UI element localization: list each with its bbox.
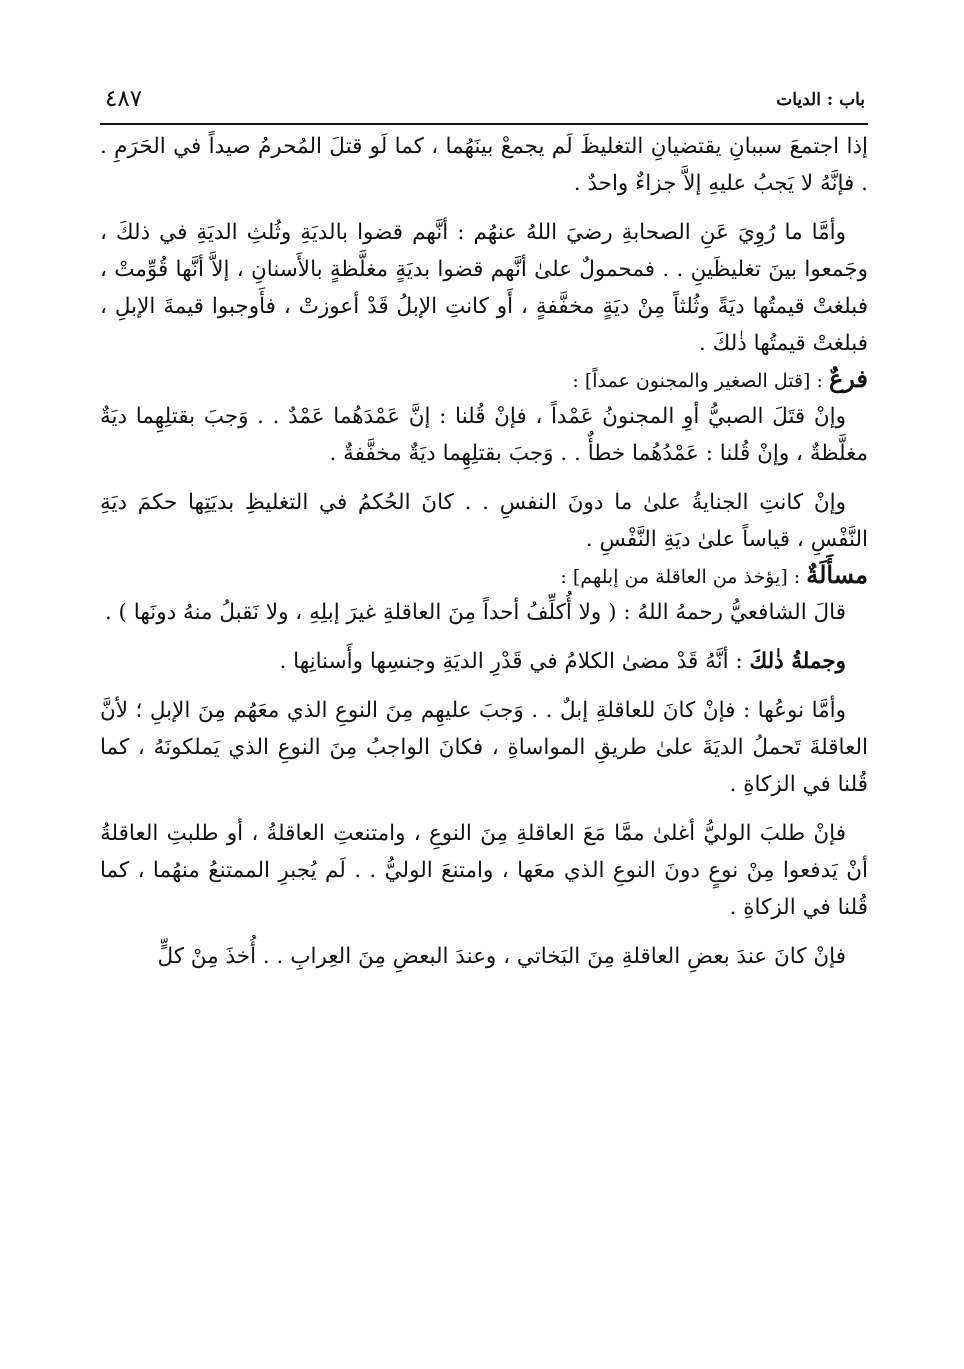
heading-word: مسأَلَةٌ: [806, 560, 868, 589]
paragraph-text: فإنْ كانَ عندَ بعضِ العاقلةِ مِنَ البَخاتي ، وعندَ البعضِ مِنَ العِرابِ . . أُخذَ مِنْ كلٍّ: [157, 944, 846, 969]
paragraph-text: فإنْ طلبَ الوليُّ أغلىٰ ممَّا مَعَ العاقلةِ مِنَ النوعِ ، وامتنعتِ العاقلةُ ، أو طلبتِ العاقلةُ أنْ يَدفعوا مِنْ نوعٍ دونَ النوعِ الذي معَها ، وامتنعَ الوليُّ . . لَم يُجبرِ الممتنعُ منهُما ، كما قُلنا في الزكاةِ .: [100, 821, 868, 920]
paragraph: [100, 484, 868, 558]
page-body: [100, 128, 868, 975]
section-heading: [100, 362, 868, 398]
paragraph-text: إذا اجتمعَ سببانِ يقتضيانِ التغليظَ لَم يجمعْ بينَهُما ، كما لَو قتلَ المُحرمُ صيداً في الحَرَمِ . . فإنَّهُ لا يَجبُ عليهِ إلاَّ جزاءٌ واحدٌ .: [100, 134, 868, 196]
paragraph: [100, 938, 868, 975]
paragraph-text: وإنْ كانتِ الجنايةُ علىٰ ما دونَ النفسِ . . كانَ الحُكمُ في التغليظِ بديَتِها حكمَ ديَةِ النَّفْسِ ، قياساً علىٰ ديَةِ النَّفْسِ .: [100, 490, 868, 552]
header-rule: [100, 123, 868, 125]
paragraph-text: قالَ الشافعيُّ رحمهُ اللهُ : ( ولا أُكلِّفُ أحداً مِنَ العاقلةِ غيرَ إبلِهِ ، ولا نَقبلُ منهُ دونَها ) .: [104, 600, 846, 625]
paragraph: [100, 128, 868, 202]
heading-title: : [قتل الصغير والمجنون عمداً] :: [572, 370, 829, 392]
heading-word: فرعٌ: [828, 364, 868, 393]
paragraph-text: وإنْ قتَلَ الصبيُّ أوِ المجنونُ عَمْداً ، فإنْ قُلنا : إنَّ عَمْدَهُما عَمْدٌ . . وَجبَ بقتلِهِما ديَةٌ مغلَّظةٌ ، وإنْ قُلنا : عَمْدُهُما خطأٌ . . وَجبَ بقتلِهِما ديَةٌ مخفَّفةٌ .: [100, 404, 868, 466]
paragraph-text: وأمَّا ما رُوِيَ عَنِ الصحابةِ رضيَ اللهُ عنهُم : أنَّهم قضوا بالديَةِ وثُلثِ الديَةِ في ذلكَ ، وجَمعوا بينَ تغليظَينِ . . فمحمولٌ علىٰ أنَّهم قضوا بديَةٍ مغلَّظةٍ بالأَسنانِ ، إلاَّ أنَّها قُوِّمتْ ، فبلغتْ قيمتُها ديَةً وثُلثاً مِنْ ديَةٍ مخفَّفةٍ ، أَو كانتِ الإبلُ قَدْ أعوزتْ ، فأَوجبوا قيمةَ الإبلِ ، فبلغتْ قيمتُها ذٰلكَ .: [100, 220, 868, 356]
paragraph: [100, 398, 868, 472]
paragraph-text: : أنَّهُ قَدْ مضىٰ الكلامُ في قَدْرِ الديَةِ وجنسِها وأَسنانِها .: [279, 649, 750, 674]
lead-phrase: وجملةُ ذٰلكَ: [749, 649, 846, 674]
page-number: ٤٨٧: [105, 86, 143, 112]
section-heading: [100, 558, 868, 594]
heading-title: : [يؤخذ من العاقلة من إبلهم] :: [560, 566, 807, 588]
running-title: باب : الديات: [776, 90, 865, 110]
paragraph-text: وأمَّا نوعُها : فإنْ كانَ للعاقلةِ إبلٌ . . وَجبَ عليهِم مِنَ النوعِ الذي معَهُم مِنَ الإبلِ ؛ لأنَّ العاقلةَ تَحملُ الديَةَ علىٰ طريقِ المواساةِ ، فكانَ الواجبُ مِنَ النوعِ الذي يَملكونَهُ ، كما قُلنا في الزكاةِ .: [100, 698, 868, 797]
paragraph: [100, 815, 868, 926]
paragraph: [100, 594, 868, 631]
paragraph: [100, 643, 868, 680]
paragraph: [100, 214, 868, 362]
paragraph: [100, 692, 868, 803]
page-header: [105, 86, 865, 116]
